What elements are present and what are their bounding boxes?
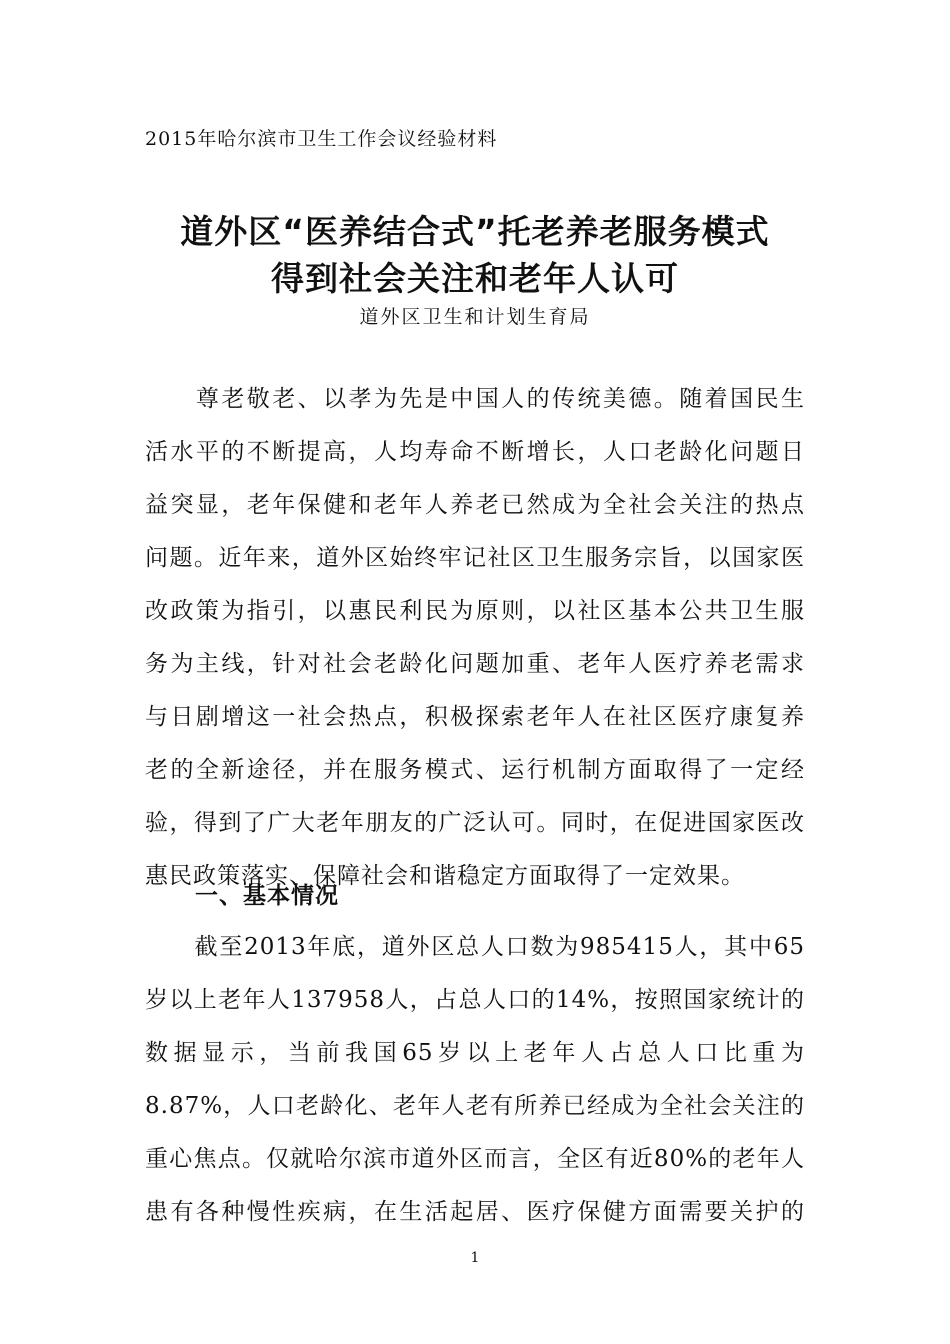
- document-header: 2015年哈尔滨市卫生工作会议经验材料: [145, 128, 498, 150]
- paragraph-1-line: 益突显，老年保健和老年人养老已然成为全社会关注的热点: [145, 492, 805, 518]
- paragraph-1-line: 惠民政策落实、保障社会和谐稳定方面取得了一定效果。: [145, 863, 745, 889]
- paragraph-1-line: 活水平的不断提高，人均寿命不断增长，人口老龄化问题日: [145, 439, 805, 465]
- paragraph-2-line: 8.87%，人口老龄化、老年人老有所养已经成为全社会关注的: [145, 1093, 805, 1119]
- paragraph-1-line: 验，得到了广大老年朋友的广泛认可。同时，在促进国家医改: [145, 810, 805, 836]
- section-heading: 一、基本情况: [195, 883, 339, 909]
- paragraph-2-line: 数据显示，当前我国65岁以上老年人占总人口比重为: [145, 1040, 805, 1066]
- paragraph-1-line: 与日剧增这一社会热点，积极探索老年人在社区医疗康复养: [145, 704, 805, 730]
- title-line-2: 得到社会关注和老年人认可: [271, 259, 679, 298]
- paragraph-1-line: 改政策为指引，以惠民利民为原则，以社区基本公共卫生服: [145, 598, 805, 624]
- paragraph-1-line: 尊老敬老、以孝为先是中国人的传统美德。随着国民生: [145, 386, 805, 412]
- paragraph-2-line: 重心焦点。仅就哈尔滨市道外区而言，全区有近80%的老年人: [145, 1146, 805, 1172]
- title-line-1: 道外区“医养结合式”托老养老服务模式: [180, 212, 770, 251]
- paragraph-2-line: 截至2013年底，道外区总人口数为985415人，其中65: [145, 934, 805, 960]
- paragraph-1-line: 务为主线，针对社会老龄化问题加重、老年人医疗养老需求: [145, 651, 805, 677]
- paragraph-2-line: 患有各种慢性疾病，在生活起居、医疗保健方面需要关护的: [145, 1199, 805, 1225]
- author-line: 道外区卫生和计划生育局: [359, 306, 591, 328]
- paragraph-1-line: 问题。近年来，道外区始终牢记社区卫生服务宗旨，以国家医: [145, 545, 805, 571]
- page-number: 1: [470, 1250, 480, 1266]
- paragraph-2-line: 岁以上老年人137958人，占总人口的14%，按照国家统计的: [145, 987, 805, 1013]
- paragraph-1-line: 老的全新途径，并在服务模式、运行机制方面取得了一定经: [145, 757, 805, 783]
